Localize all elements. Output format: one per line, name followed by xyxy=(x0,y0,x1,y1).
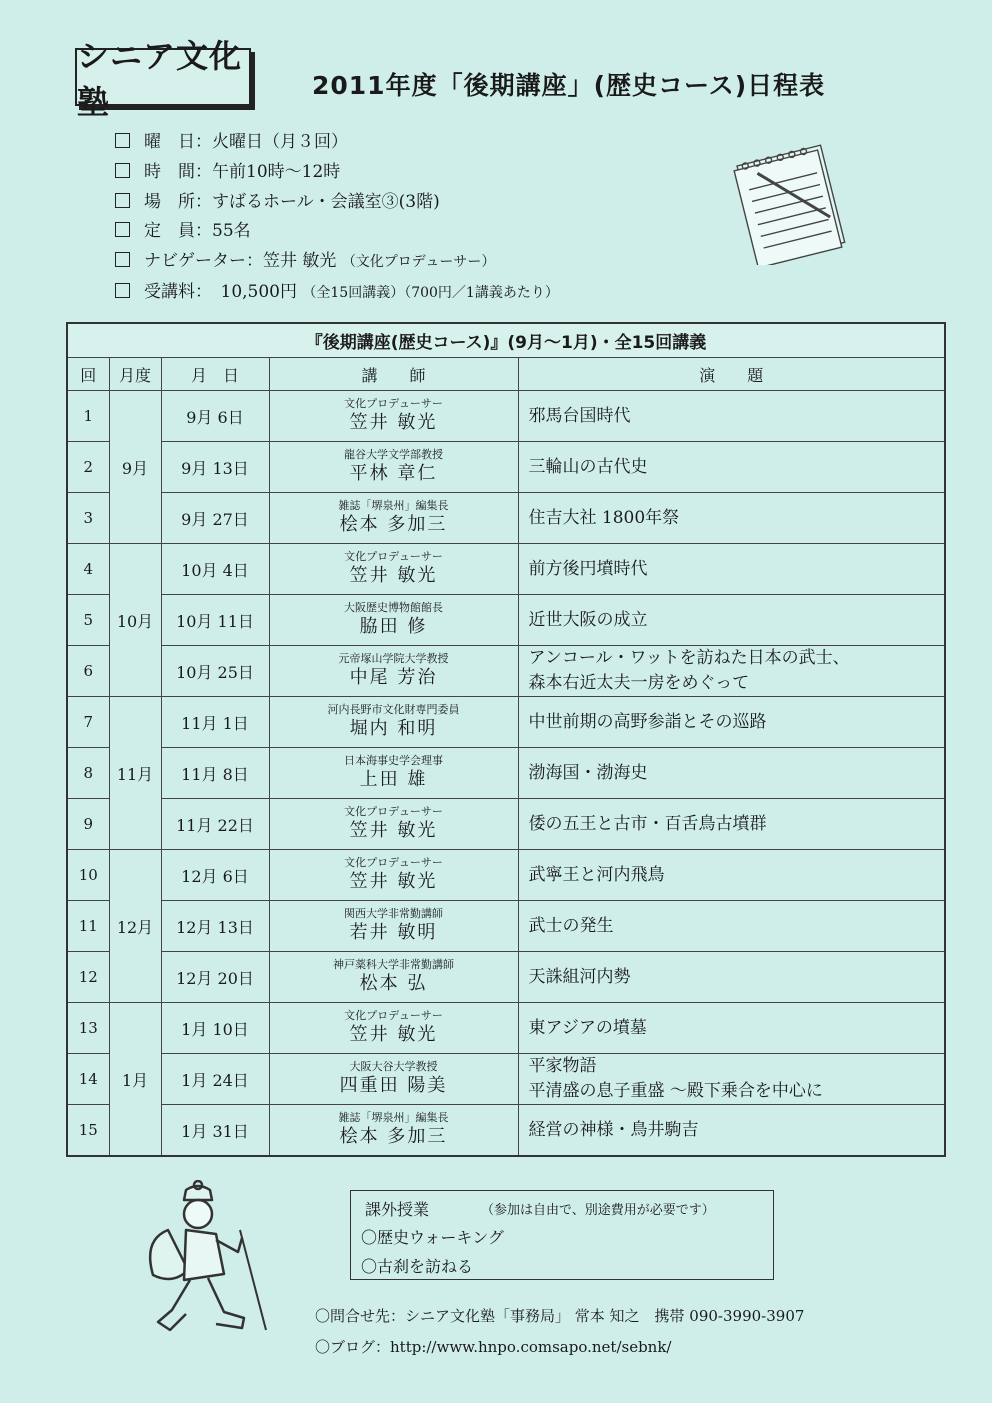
lecturer-cell xyxy=(269,799,518,850)
date-cell: 1月 24日 xyxy=(161,1054,269,1105)
lecturer-affiliation: 文化プロデューサー xyxy=(344,397,443,410)
lecturer-cell xyxy=(269,595,518,646)
topic-cell xyxy=(518,391,945,442)
info-label: 時 間 xyxy=(144,161,195,182)
info-label: 受講料 xyxy=(144,281,195,302)
date-cell: 12月 20日 xyxy=(161,952,269,1003)
lecturer-affiliation: 関西大学非常勤講師 xyxy=(344,907,443,920)
lecturer-affiliation: 文化プロデューサー xyxy=(344,856,443,869)
lecturer-name: 若井 敏明 xyxy=(349,922,438,943)
lecture-number: 3 xyxy=(67,493,109,544)
extracurricular-box xyxy=(350,1190,774,1280)
lecturer-name: 笠井 敏光 xyxy=(349,565,438,586)
date-cell: 10月 25日 xyxy=(161,646,269,697)
lecturer-name: 脇田 修 xyxy=(359,616,428,637)
table-row xyxy=(67,1054,945,1105)
topic-line: アンコール・ワットを訪ねた日本の武士、 xyxy=(528,648,850,668)
info-item-place: 場 所：すばるホール・会議室③(3階) xyxy=(115,188,559,218)
header-lecturer: 講 師 xyxy=(269,358,518,391)
date-cell: 9月 27日 xyxy=(161,493,269,544)
lecturer-cell xyxy=(269,1054,518,1105)
lecturer-cell xyxy=(269,1003,518,1054)
topic-line: 森本右近太夫一房をめぐって xyxy=(528,673,750,693)
table-row xyxy=(67,493,945,544)
table-caption: 『後期講座(歴史コース)』(9月〜1月)・全15回講義 xyxy=(67,323,945,358)
lecturer-cell xyxy=(269,646,518,697)
info-value: すばるホール・会議室③(3階) xyxy=(212,191,440,212)
info-value: 55名 xyxy=(212,221,251,242)
topic-cell xyxy=(518,595,945,646)
checkbox-icon xyxy=(115,222,130,237)
lecturer-cell xyxy=(269,1105,518,1157)
header-no: 回 xyxy=(67,358,109,391)
lecturer-name: 桧本 多加三 xyxy=(339,1126,448,1147)
info-label: ナビゲーター xyxy=(144,251,246,272)
lecturer-affiliation: 雑誌「堺泉州」編集長 xyxy=(338,1111,449,1124)
lecturer-affiliation: 龍谷大学文学部教授 xyxy=(344,448,443,461)
info-item-capacity: 定 員：55名 xyxy=(115,217,559,247)
info-value: 火曜日（月３回） xyxy=(212,132,348,152)
table-row xyxy=(67,901,945,952)
blog-link[interactable]: 〇ブログ：http://www.hnpo.comsapo.net/sebnk/ xyxy=(315,1338,672,1356)
table-row xyxy=(67,442,945,493)
topic-line: 武士の発生 xyxy=(528,915,614,936)
date-cell: 12月 6日 xyxy=(161,850,269,901)
notebook-icon xyxy=(725,135,865,265)
lecturer-affiliation: 雑誌「堺泉州」編集長 xyxy=(338,499,449,512)
lecturer-name: 笠井 敏光 xyxy=(349,871,438,892)
checkbox-icon xyxy=(115,252,130,267)
table-row xyxy=(67,1003,945,1054)
lecture-number: 12 xyxy=(67,952,109,1003)
lecture-number: 9 xyxy=(67,799,109,850)
info-value: 午前10時〜12時 xyxy=(212,161,341,182)
topic-cell xyxy=(518,544,945,595)
contact-info: 〇問合せ先：シニア文化塾「事務局」 常本 知之 携帯 090-3990-3907 xyxy=(315,1307,805,1325)
topic-cell xyxy=(518,799,945,850)
info-item-time: 時 間：午前10時〜12時 xyxy=(115,158,559,188)
topic-line: 天誅組河内勢 xyxy=(528,966,631,987)
lecturer-name: 笠井 敏光 xyxy=(349,820,438,841)
logo: シニア文化塾 xyxy=(75,48,251,106)
lecturer-affiliation: 文化プロデューサー xyxy=(344,1009,443,1022)
hiker-illustration xyxy=(128,1180,278,1345)
date-cell: 11月 8日 xyxy=(161,748,269,799)
header-topic: 演 題 xyxy=(518,358,945,391)
info-item-navigator: ナビゲーター：笠井 敏光 （文化プロデューサー） xyxy=(115,247,559,278)
lecturer-name: 笠井 敏光 xyxy=(349,412,438,433)
lecturer-cell xyxy=(269,697,518,748)
lecturer-cell xyxy=(269,901,518,952)
lecturer-cell xyxy=(269,850,518,901)
info-value: 笠井 敏光 xyxy=(263,251,337,272)
lecturer-name: 桧本 多加三 xyxy=(339,514,448,535)
month-cell: 11月 xyxy=(109,697,161,850)
lecture-number: 10 xyxy=(67,850,109,901)
info-label: 曜 日 xyxy=(144,132,195,152)
lecture-number: 2 xyxy=(67,442,109,493)
lecturer-affiliation: 河内長野市文化財専門委員 xyxy=(327,703,460,716)
topic-cell xyxy=(518,850,945,901)
checkbox-icon xyxy=(115,283,130,298)
extra-heading: 課外授業 xyxy=(365,1200,430,1219)
topic-cell xyxy=(518,493,945,544)
checkbox-icon xyxy=(115,163,130,178)
date-cell: 9月 6日 xyxy=(161,391,269,442)
topic-cell xyxy=(518,1054,945,1105)
info-value: 10,500円 xyxy=(220,281,297,302)
topic-line: 平清盛の息子重盛 〜殿下乗合を中心に xyxy=(528,1081,823,1101)
month-cell: 9月 xyxy=(109,391,161,544)
date-cell: 11月 1日 xyxy=(161,697,269,748)
lecturer-cell xyxy=(269,952,518,1003)
topic-cell xyxy=(518,952,945,1003)
date-cell: 1月 10日 xyxy=(161,1003,269,1054)
checkbox-icon xyxy=(115,133,130,148)
topic-line: 前方後円墳時代 xyxy=(528,558,648,579)
lecture-number: 7 xyxy=(67,697,109,748)
lecturer-name: 平林 章仁 xyxy=(349,463,438,484)
lecturer-cell xyxy=(269,391,518,442)
table-row xyxy=(67,697,945,748)
date-cell: 12月 13日 xyxy=(161,901,269,952)
lecturer-affiliation: 大阪歴史博物館館長 xyxy=(344,601,443,614)
lecturer-cell xyxy=(269,442,518,493)
lecturer-name: 上田 雄 xyxy=(359,769,428,790)
checkbox-icon xyxy=(115,193,130,208)
topic-line: 倭の五王と古市・百舌鳥古墳群 xyxy=(528,813,767,834)
table-row xyxy=(67,850,945,901)
date-cell: 10月 4日 xyxy=(161,544,269,595)
lecturer-affiliation: 文化プロデューサー xyxy=(344,805,443,818)
topic-line: 中世前期の高野参詣とその巡路 xyxy=(528,711,767,732)
lecture-number: 15 xyxy=(67,1105,109,1157)
lecturer-affiliation: 大阪大谷大学教授 xyxy=(349,1060,438,1073)
lecture-number: 11 xyxy=(67,901,109,952)
lecture-number: 6 xyxy=(67,646,109,697)
topic-line: 経営の神様・鳥井駒吉 xyxy=(528,1119,699,1140)
info-note: （全15回講義）（700円／1講義あたり） xyxy=(302,284,559,301)
lecture-number: 8 xyxy=(67,748,109,799)
lecturer-name: 四重田 陽美 xyxy=(339,1075,448,1096)
header-date: 月 日 xyxy=(161,358,269,391)
lecture-number: 5 xyxy=(67,595,109,646)
date-cell: 1月 31日 xyxy=(161,1105,269,1157)
lecturer-name: 笠井 敏光 xyxy=(349,1024,438,1045)
info-label: 定 員 xyxy=(144,221,195,242)
lecturer-affiliation: 元帝塚山学院大学教授 xyxy=(338,652,449,665)
topic-line: 東アジアの墳墓 xyxy=(528,1017,647,1038)
lecturer-cell xyxy=(269,544,518,595)
table-row xyxy=(67,748,945,799)
table-row xyxy=(67,799,945,850)
lecturer-cell xyxy=(269,493,518,544)
page-title: 2011年度「後期講座」(歴史コース)日程表 xyxy=(312,71,826,100)
table-row xyxy=(67,391,945,442)
header-month: 月度 xyxy=(109,358,161,391)
topic-cell xyxy=(518,697,945,748)
topic-cell xyxy=(518,1003,945,1054)
lecturer-affiliation: 日本海事史学会理事 xyxy=(344,754,443,767)
info-item-fee: 受講料： 10,500円 （全15回講義）（700円／1講義あたり） xyxy=(115,278,559,309)
info-list xyxy=(115,128,559,309)
date-cell: 9月 13日 xyxy=(161,442,269,493)
extra-item: 〇古刹を訪ねる xyxy=(361,1257,474,1276)
month-cell: 1月 xyxy=(109,1003,161,1157)
lecture-number: 1 xyxy=(67,391,109,442)
topic-cell xyxy=(518,901,945,952)
lecturer-name: 中尾 芳治 xyxy=(349,667,438,688)
topic-line: 邪馬台国時代 xyxy=(528,405,631,426)
date-cell: 11月 22日 xyxy=(161,799,269,850)
topic-line: 平家物語 xyxy=(528,1056,597,1076)
info-item-day: 曜 日：火曜日（月３回） xyxy=(115,128,559,158)
table-row xyxy=(67,646,945,697)
table-row xyxy=(67,1105,945,1157)
lecturer-name: 松本 弘 xyxy=(359,973,428,994)
lecturer-name: 堀内 和明 xyxy=(349,718,438,739)
topic-cell xyxy=(518,748,945,799)
info-label: 場 所 xyxy=(144,191,195,212)
extra-note: （参加は自由で、別途費用が必要です） xyxy=(481,1203,715,1218)
topic-line: 渤海国・渤海史 xyxy=(528,762,648,783)
table-row xyxy=(67,595,945,646)
topic-cell xyxy=(518,1105,945,1157)
table-row xyxy=(67,952,945,1003)
topic-line: 近世大阪の成立 xyxy=(528,609,648,630)
schedule-table xyxy=(66,322,946,1157)
lecturer-affiliation: 神戸薬科大学非常勤講師 xyxy=(333,958,454,971)
date-cell: 10月 11日 xyxy=(161,595,269,646)
month-cell: 12月 xyxy=(109,850,161,1003)
topic-line: 三輪山の古代史 xyxy=(528,456,648,477)
lecture-number: 4 xyxy=(67,544,109,595)
table-row xyxy=(67,544,945,595)
lecture-number: 14 xyxy=(67,1054,109,1105)
topic-cell xyxy=(518,646,945,697)
lecturer-affiliation: 文化プロデューサー xyxy=(344,550,443,563)
info-note: （文化プロデューサー） xyxy=(341,254,496,271)
lecturer-cell xyxy=(269,748,518,799)
extra-item: 〇歴史ウォーキング xyxy=(361,1228,504,1247)
topic-line: 武寧王と河内飛鳥 xyxy=(528,864,665,885)
topic-cell xyxy=(518,442,945,493)
lecture-number: 13 xyxy=(67,1003,109,1054)
month-cell: 10月 xyxy=(109,544,161,697)
topic-line: 住吉大社 1800年祭 xyxy=(528,507,680,528)
